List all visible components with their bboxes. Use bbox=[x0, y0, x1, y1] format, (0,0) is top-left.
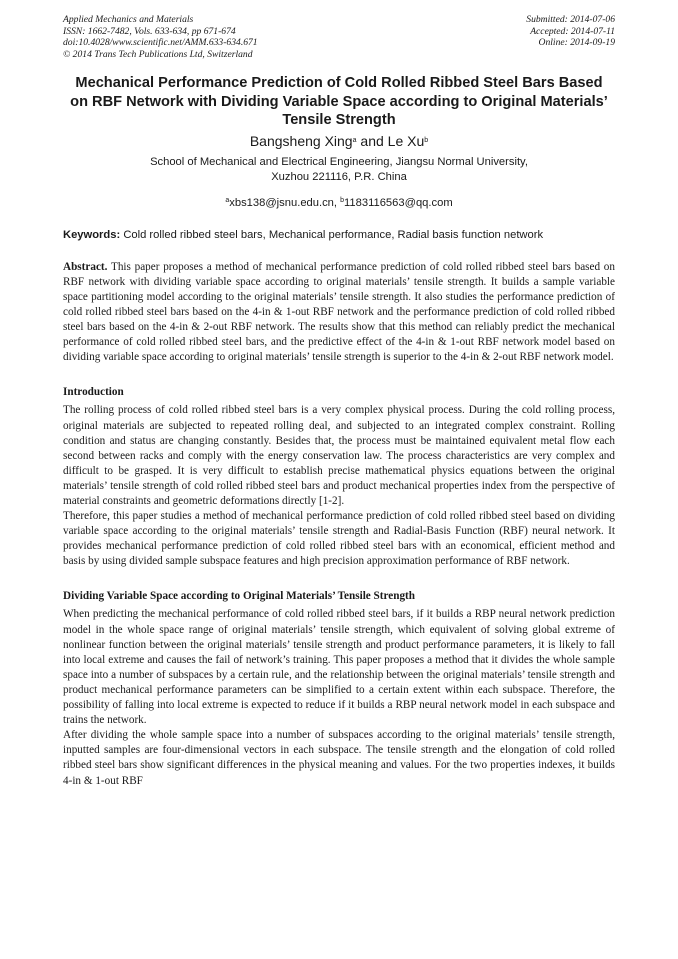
affiliation-marker: b bbox=[424, 136, 429, 144]
paragraph: After dividing the whole sample space into a number of subspaces according to the original materials’ tensile strength, inputted samples are four-dimensional vectors in each subspace. The tensile strength and the elongation of cold rolled ribbed steel bars show significant differences in the physical meaning and values. For the two properties indexes, it builds 4-in & 1-out RBF bbox=[63, 729, 615, 787]
email-marker: a bbox=[225, 196, 230, 204]
accepted-date: Accepted: 2014-07-11 bbox=[530, 25, 615, 37]
keywords-text: Cold rolled ribbed steel bars, Mechanical performance, Radial basis function network bbox=[123, 228, 544, 241]
paragraph: Therefore, this paper studies a method of mechanical performance prediction of cold rolled ribbed steel based on dividing variable space according to the original materials’ tensile strength and Radial-Basis Function (RBF) neural network. It provides mechanical performance prediction of cold rolled ribbed steel bars with an economical, efficient method and basis by using divided sample subspace features and high precision approximation performance of RBF network. bbox=[63, 510, 615, 568]
affiliation-line: Xuzhou 221116, P.R. China bbox=[271, 171, 407, 184]
paper-title: Mechanical Performance Prediction of Cold Rolled Ribbed Steel Bars Based on RBF Network with Dividing Variable Space according to Original Materials’ Tensile Strength bbox=[70, 75, 608, 129]
submitted-date: Submitted: 2014-07-06 bbox=[526, 14, 615, 25]
abstract-label: Abstract. bbox=[63, 260, 108, 273]
author-list bbox=[63, 132, 615, 150]
paragraph: When predicting the mechanical performance of cold rolled ribbed steel bars, if it builds a RBP neural network prediction model in the whole space range of original materials’ tensile strength, which equivalent of solving global extreme of nonlinear function between the original materials’ tensile strength and product performance parameters, it is likely to fall into local extreme and causes the fail of network’s training. This paper proposes a method that it divides the whole sample space into a number of subspaces by a certain rule, and the relationship between the original materials’ tensile strength and product mechanical performance parameters can be simplified to a certain extent within each subspace. Therefore, the possibility of falling into local extreme is expected to reduce if it builds a RBP neural network model in each subspace and trains the network. bbox=[63, 608, 615, 727]
author-name: Le Xu bbox=[387, 132, 425, 149]
journal-name: Applied Mechanics and Materials bbox=[63, 14, 194, 25]
section-heading-introduction: Introduction bbox=[63, 386, 124, 399]
email-address: 1183116563@qq.com bbox=[344, 196, 453, 209]
affiliation-marker: a bbox=[352, 136, 357, 144]
section-heading-dividing-space: Dividing Variable Space according to Original Materials’ Tensile Strength bbox=[63, 590, 415, 603]
copyright-line: © 2014 Trans Tech Publications Ltd, Switzerland bbox=[63, 48, 253, 60]
author-conjunction: and bbox=[356, 132, 388, 149]
abstract-text: This paper proposes a method of mechanical performance prediction of cold rolled ribbed steel bars based on RBF network with dividing variable space according to original materials’ tensile strength. It builds a sample variable space partitioning model according to the original materials’ tensile strength. It also studies the performance prediction of cold rolled ribbed steel bars based on the 4-in & 1-out RBF network and the performance prediction of cold rolled ribbed steel bars based on the 4-in & 2-out RBF network. The results show that this method can reliably predict the mechanical performance of cold rolled ribbed steel bars, and the predictive effect of the 4-in & 1-out RBF network model based on dividing variable space according to original materials’ tensile strength is superior to the 4-in & 2-out RBF network model. bbox=[63, 260, 615, 364]
paragraph: The rolling process of cold rolled ribbed steel bars is a very complex physical process. During the cold rolling process, original materials are subjected to repeated rolling deal, and subjected to an integrated complex constraint. Rolling condition and status are changing constantly. Besides that, the process must be maintained equivalent metal flow each second between racks and comply with the energy conservation law. The process characteristics are very complex and difficult to be grasped. It is very difficult to establish precise mathematical physics equations between the original materials’ tensile strength of cold rolled ribbed steel bars and product mechanical properties index from the perspective of material constraints and geometric deformations directly [1-2]. bbox=[63, 404, 615, 507]
author-name: Bangsheng Xing bbox=[249, 132, 353, 149]
abstract bbox=[63, 260, 615, 366]
email-marker: b bbox=[340, 196, 345, 204]
author-emails bbox=[63, 196, 615, 211]
online-date: Online: 2014-09-19 bbox=[538, 37, 615, 48]
keywords bbox=[63, 228, 615, 243]
issn-line: ISSN: 1662-7482, Vols. 633-634, pp 671-674 bbox=[63, 25, 236, 37]
email-address: xbs138@jsnu.edu.cn, bbox=[229, 196, 338, 209]
affiliation bbox=[63, 155, 615, 186]
doi-line: doi:10.4028/www.scientific.net/AMM.633-634.671 bbox=[63, 37, 258, 48]
publication-info bbox=[63, 14, 258, 60]
keywords-label: Keywords: bbox=[63, 228, 121, 241]
affiliation-line: School of Mechanical and Electrical Engineering, Jiangsu Normal University, bbox=[150, 155, 528, 168]
dates-info bbox=[526, 14, 615, 60]
page-header bbox=[63, 14, 615, 60]
